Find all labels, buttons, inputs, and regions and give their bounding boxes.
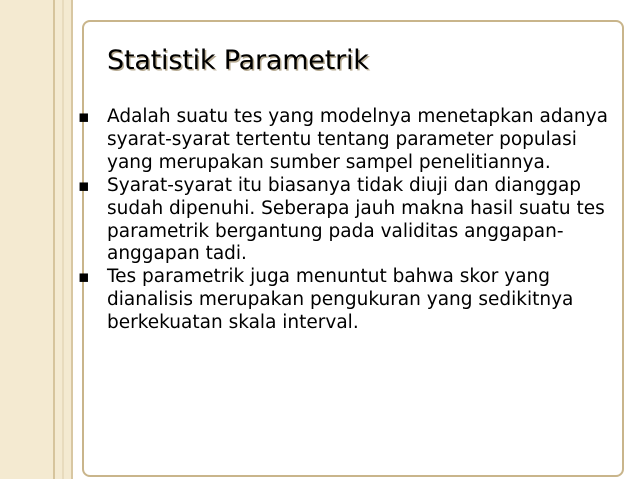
bullet-square-icon: ▪ <box>78 175 90 196</box>
bullet-item <box>78 106 628 175</box>
side-decoration-line <box>71 0 73 479</box>
side-decoration-line <box>53 0 55 479</box>
bullet-list <box>78 106 628 335</box>
side-decoration-line <box>62 0 64 479</box>
slide-title: Statistik Parametrik <box>107 45 369 76</box>
bullet-text: Syarat-syarat itu biasanya tidak diuji dan dianggap sudah dipenuhi. Seberapa jauh makna hasil suatu tes parametrik bergantung pada validitas anggapan-anggapan tadi. <box>107 174 605 265</box>
bullet-square-icon: ▪ <box>78 267 90 288</box>
bullet-item <box>78 175 628 267</box>
bullet-square-icon: ▪ <box>78 107 90 127</box>
bullet-text: Tes parametrik juga menuntut bahwa skor yang dianalisis merupakan pengukuran yang sedikitnya berkekuatan skala interval. <box>107 266 574 334</box>
bullet-text: Adalah suatu tes yang modelnya menetapkan adanya syarat-syarat tertentu tentang parameter populasi yang merupakan sumber sampel penelitiannya. <box>107 106 608 173</box>
bullet-item <box>78 266 628 335</box>
